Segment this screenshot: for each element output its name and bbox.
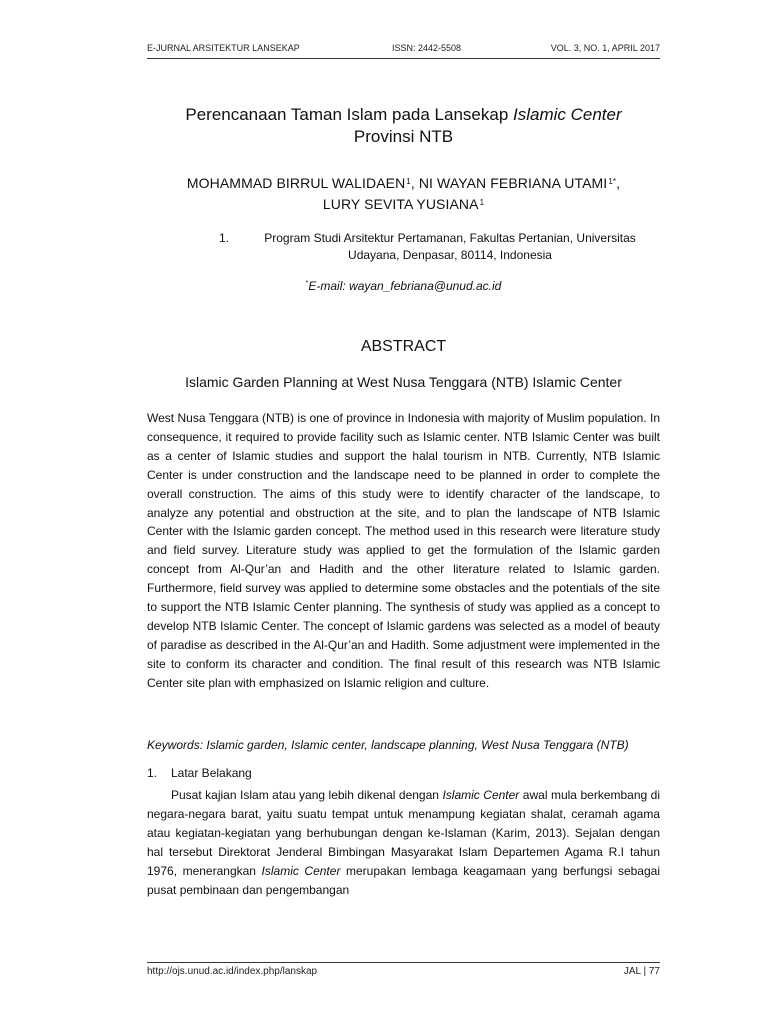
intro-paragraph — [147, 786, 660, 899]
author-list — [100, 172, 707, 214]
section-title: Latar Belakang — [171, 766, 252, 780]
email-marker: * — [305, 280, 309, 287]
author-separator: , — [616, 175, 621, 191]
email-text: E-mail: wayan_febriana@unud.ac.id — [308, 279, 502, 293]
issn: ISSN: 2442-5508 — [392, 43, 462, 53]
section-heading — [147, 766, 252, 780]
header-divider — [147, 58, 660, 59]
title-text: Perencanaan Taman Islam pada Lansekap — [185, 105, 513, 124]
intro-text-c: merupakan lembaga keagamaan yang berfungsi sebagai pusat pembinaan dan pengembangan — [147, 863, 660, 897]
author-3: LURY SEVITA YUSIANA — [322, 196, 479, 212]
footer-divider — [147, 962, 660, 963]
title-line2: Provinsi NTB — [353, 127, 454, 146]
abstract-title: Islamic Garden Planning at West Nusa Tenggara (NTB) Islamic Center — [185, 374, 622, 390]
author-1-affil: 1 — [406, 177, 411, 186]
journal-name: E-JURNAL ARSITEKTUR LANSEKAP — [147, 43, 300, 53]
intro-italic-1: Islamic Center — [442, 788, 520, 802]
running-header — [147, 43, 660, 57]
volume-info: VOL. 3, NO. 1, APRIL 2017 — [550, 43, 660, 53]
author-2-affil: 1* — [608, 177, 617, 186]
keywords: Keywords: Islamic garden, Islamic center, landscape planning, West Nusa Tenggara (NTB) — [147, 738, 629, 752]
intro-italic-2: Islamic Center — [261, 863, 341, 878]
author-1: MOHAMMAD BIRRUL WALIDAEN — [186, 175, 406, 191]
affiliation-number: 1. — [219, 231, 230, 245]
intro-text-a: Pusat kajian Islam atau yang lebih dikenal dengan — [171, 788, 443, 802]
title-italic: Islamic Center — [513, 105, 622, 124]
paper-title — [100, 104, 707, 148]
journal-url-link[interactable]: http://ojs.unud.ac.id/index.php/lanskap — [147, 966, 318, 977]
abstract-body: West Nusa Tenggara (NTB) is one of province in Indonesia with majority of Muslim population. In consequence, it required to provide facility such as Islamic center. NTB Islamic Center was built as a center of Islamic studies and support the halal tourism in NTB. Currently, NTB Islamic Center is under construction and the landscape need to be planned in order to complete the overall construction. The aims of this study were to identify character of the landscape, to analyze any potential and obstruction at the site, and to plan the landscape of NTB Islamic Center with the Islamic garden concept. The method used in this research were literature study and field survey. Literature study was applied to get the formulation of the Islamic garden concept from Al-Qur’an and Hadith and the other literature related to Islamic garden. Furthermore, field survey was applied to determine some obstacles and the potentials of the site to support the NTB Islamic Center planning. The synthesis of study was applied as a concept to develop NTB Islamic Center. The concept of Islamic gardens was selected as a model of beauty of paradise as described in the Al-Qur’an and Hadith. Some adjustment were implemented in the site to conform its character and condition. The final result of this research was NTB Islamic Center site plan with emphasized on Islamic religion and culture. — [147, 411, 660, 690]
page-number: JAL | 77 — [623, 966, 660, 977]
author-3-affil: 1 — [479, 198, 485, 207]
intro-text-b: awal mula berkembang di negara-negara barat, yaitu suatu tempat untuk menampung kegiatan shalat, ceramah agama atau kegiatan-kegiatan yang berhubungan dengan ke-Islaman (Karim, 2013). Sejalan dengan hal tersebut Direktorat Jenderal Bimbingan Masyarakat Islam Departemen Agama R.I tahun 1976, menerangkan — [147, 788, 661, 878]
section-number: 1. — [147, 766, 158, 780]
abstract-heading: ABSTRACT — [360, 338, 447, 355]
corresponding-email — [100, 279, 707, 293]
affiliation-line-1: Program Studi Arsitektur Pertamanan, Fakultas Pertanian, Universitas — [264, 231, 636, 245]
affiliation-line-2: Udayana, Denpasar, 80114, Indonesia — [348, 248, 552, 262]
author-2: , NI WAYAN FEBRIANA UTAMI — [410, 175, 608, 191]
